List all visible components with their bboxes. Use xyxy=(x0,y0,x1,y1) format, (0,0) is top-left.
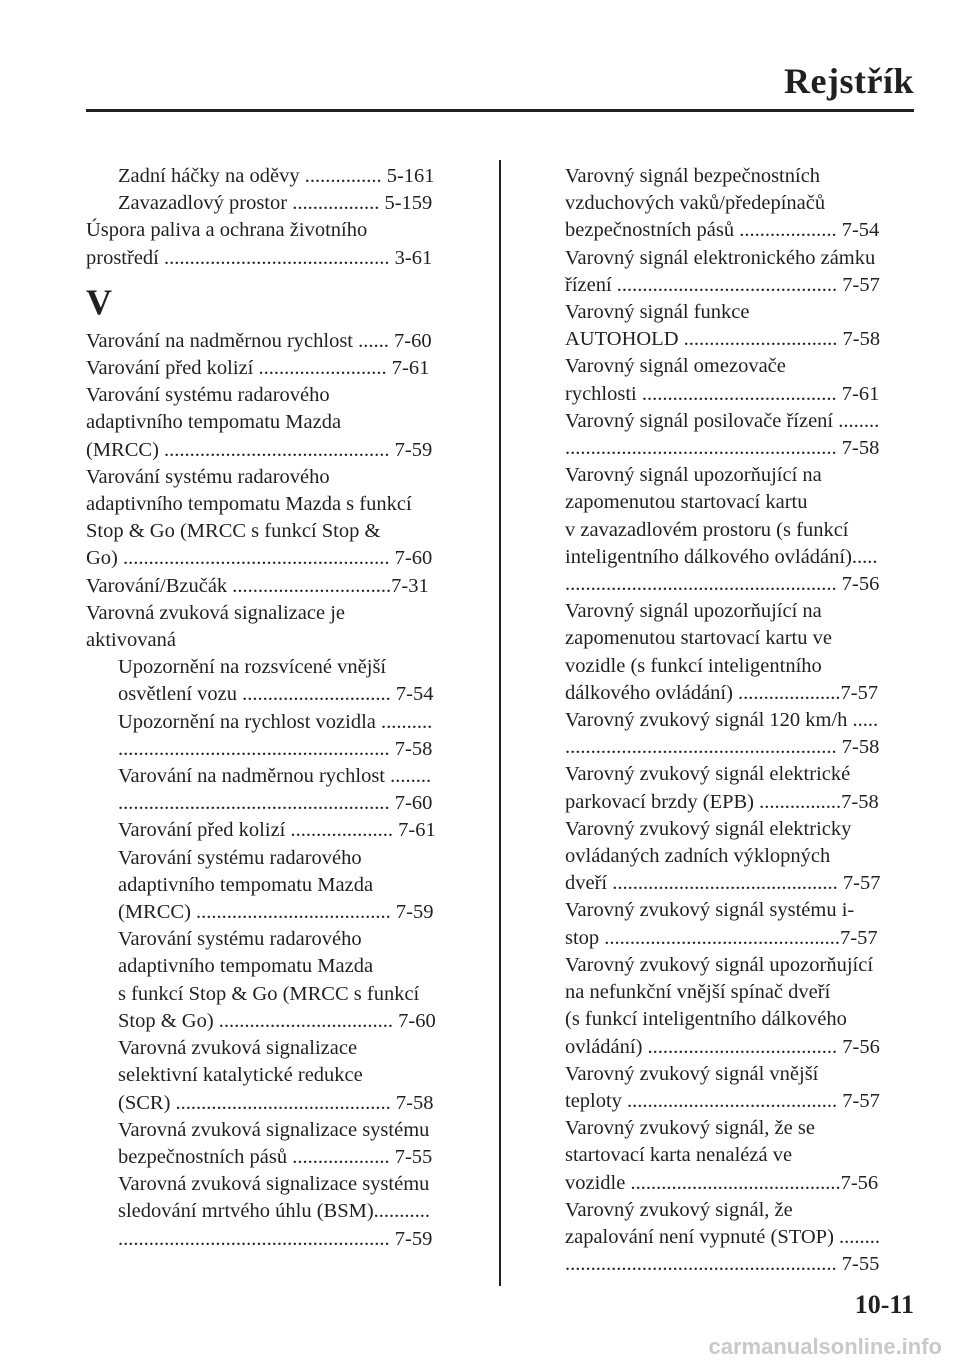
index-entry: ..................................................... 7-55 xyxy=(565,1253,880,1276)
index-entry: Varovný zvukový signál, že se xyxy=(565,1117,815,1140)
index-subentry: Varování před kolizí .................... 7-61 xyxy=(118,819,436,842)
index-subentry: ..................................................... 7-59 xyxy=(118,1227,433,1250)
index-entry: zapomenutou startovací kartu ve xyxy=(565,627,832,650)
index-entry: na nefunkční vnější spínač dveří xyxy=(565,981,831,1004)
index-subentry: Varování systému radarového xyxy=(118,846,362,869)
index-entry: Varování před kolizí ......................... 7-61 xyxy=(86,357,430,380)
index-subentry: Upozornění na rozsvícené vnější xyxy=(118,656,387,679)
index-subentry: Zavazadlový prostor ................. 5-159 xyxy=(118,192,433,215)
index-entry: Varování na nadměrnou rychlost ...... 7-60 xyxy=(86,329,432,352)
letter-heading: V xyxy=(86,281,112,322)
index-subentry: Upozornění na rychlost vozidla .......... xyxy=(118,710,433,733)
index-entry: Varovný zvukový signál 120 km/h ..... xyxy=(565,709,879,732)
index-subentry: Stop & Go) .................................. 7-60 xyxy=(118,1009,436,1032)
index-subentry: selektivní katalytické redukce xyxy=(118,1064,363,1087)
index-subentry: (MRCC) ...................................... 7-59 xyxy=(118,901,434,924)
index-entry: vozidle (s funkcí inteligentního xyxy=(565,654,822,677)
index-entry: Varování systému radarového xyxy=(86,384,330,407)
index-entry: Varovný zvukový signál upozorňující xyxy=(565,953,874,976)
watermark: carmanualsonline.info xyxy=(708,1334,942,1359)
index-entry: adaptivního tempomatu Mazda xyxy=(86,411,342,434)
index-subentry: ..................................................... 7-58 xyxy=(118,737,433,760)
index-entry: bezpečnostních pásů ................... 7-54 xyxy=(565,219,880,242)
column-divider xyxy=(499,160,501,1286)
index-subentry: Varování systému radarového xyxy=(118,928,362,951)
index-entry: Stop & Go (MRCC s funkcí Stop & xyxy=(86,520,381,543)
index-entry: teploty ......................................... 7-57 xyxy=(565,1089,880,1112)
index-subentry: Varovná zvuková signalizace systému xyxy=(118,1173,430,1196)
index-subentry: Varovná zvuková signalizace systému xyxy=(118,1118,430,1141)
index-entry: parkovací brzdy (EPB) ................7-58 xyxy=(565,790,879,813)
index-entry: Varovný signál funkce xyxy=(565,301,750,324)
index-subentry: s funkcí Stop & Go (MRCC s funkcí xyxy=(118,982,420,1005)
index-entry: rychlosti ...................................... 7-61 xyxy=(565,382,880,405)
index-subentry: adaptivního tempomatu Mazda xyxy=(118,873,374,896)
index-subentry: Varovná zvuková signalizace xyxy=(118,1037,358,1060)
index-entry: Varování systému radarového xyxy=(86,465,330,488)
index-entry: řízení ........................................... 7-57 xyxy=(565,273,880,296)
index-entry: Varovný zvukový signál vnější xyxy=(565,1062,819,1085)
index-entry: Varovný zvukový signál, že xyxy=(565,1198,793,1221)
index-entry: Varovný zvukový signál elektricky xyxy=(565,817,852,840)
index-entry: adaptivního tempomatu Mazda s funkcí xyxy=(86,493,412,516)
index-entry: startovací karta nenalézá ve xyxy=(565,1144,793,1167)
index-subentry: (SCR) .......................................... 7-58 xyxy=(118,1091,434,1114)
index-entry: Varovný signál upozorňující na xyxy=(565,464,822,487)
index-entry: inteligentního dálkového ovládání)..... xyxy=(565,545,878,568)
index-entry: Varovný signál posilovače řízení ........ xyxy=(565,409,880,432)
index-column-right xyxy=(565,163,915,1278)
index-entry: (s funkcí inteligentního dálkového xyxy=(565,1008,847,1031)
index-entry: Varovný signál bezpečnostních xyxy=(565,165,821,187)
index-entry: dveří ............................................ 7-57 xyxy=(565,872,881,895)
index-subentry: sledování mrtvého úhlu (BSM)........... xyxy=(118,1200,431,1223)
index-entry: zapomenutou startovací kartu xyxy=(565,491,808,514)
index-entry: stop ..............................................7-57 xyxy=(565,926,878,949)
index-entry: Varovný signál upozorňující na xyxy=(565,600,822,623)
index-entry: vzduchových vaků/předepínačů xyxy=(565,192,826,215)
index-entry: zapalování není vypnuté (STOP) ........ xyxy=(565,1225,881,1248)
index-entry: AUTOHOLD .............................. 7-58 xyxy=(565,328,881,351)
index-entry: prostředí ............................................ 3-61 xyxy=(86,246,433,269)
index-subentry: adaptivního tempomatu Mazda xyxy=(118,955,374,978)
index-entry: Varovný zvukový signál elektrické xyxy=(565,763,851,786)
index-column-left xyxy=(86,163,466,1253)
index-subentry: osvětlení vozu ............................. 7-54 xyxy=(118,683,434,706)
index-subentry: Varování na nadměrnou rychlost ........ xyxy=(118,765,432,788)
index-entry: Varovná zvuková signalizace je xyxy=(86,601,345,624)
page-number: 10-11 xyxy=(854,1290,914,1319)
index-entry: ..................................................... 7-58 xyxy=(565,437,880,460)
index-entry: dálkového ovládání) ....................7-57 xyxy=(565,681,879,704)
index-entry: ..................................................... 7-58 xyxy=(565,736,880,759)
page-title: Rejstřík xyxy=(784,61,914,101)
index-entry: ovládaných zadních výklopných xyxy=(565,845,831,868)
index-entry: vozidle .........................................7-56 xyxy=(565,1171,879,1194)
index-entry: aktivovaná xyxy=(86,629,176,652)
index-subentry: bezpečnostních pásů ................... 7-55 xyxy=(118,1145,433,1168)
index-entry: Úspora paliva a ochrana životního xyxy=(86,219,368,242)
index-entry: Varovný signál omezovače xyxy=(565,355,786,378)
index-entry: Varování/Bzučák ...............................7-31 xyxy=(86,574,429,597)
index-entry: v zavazadlovém prostoru (s funkcí xyxy=(565,518,849,541)
index-entry: Varovný signál elektronického zámku xyxy=(565,246,876,269)
index-entry: (MRCC) ............................................ 7-59 xyxy=(86,438,433,461)
index-entry: ..................................................... 7-56 xyxy=(565,573,880,596)
index-entry: Varovný zvukový signál systému i- xyxy=(565,899,855,922)
index-entry: Go) .................................................... 7-60 xyxy=(86,547,433,570)
index-subentry: ..................................................... 7-60 xyxy=(118,792,433,815)
header-rule xyxy=(86,109,914,112)
index-subentry: Zadní háčky na oděvy ............... 5-161 xyxy=(118,165,435,187)
index-entry: ovládání) ..................................... 7-56 xyxy=(565,1035,880,1058)
